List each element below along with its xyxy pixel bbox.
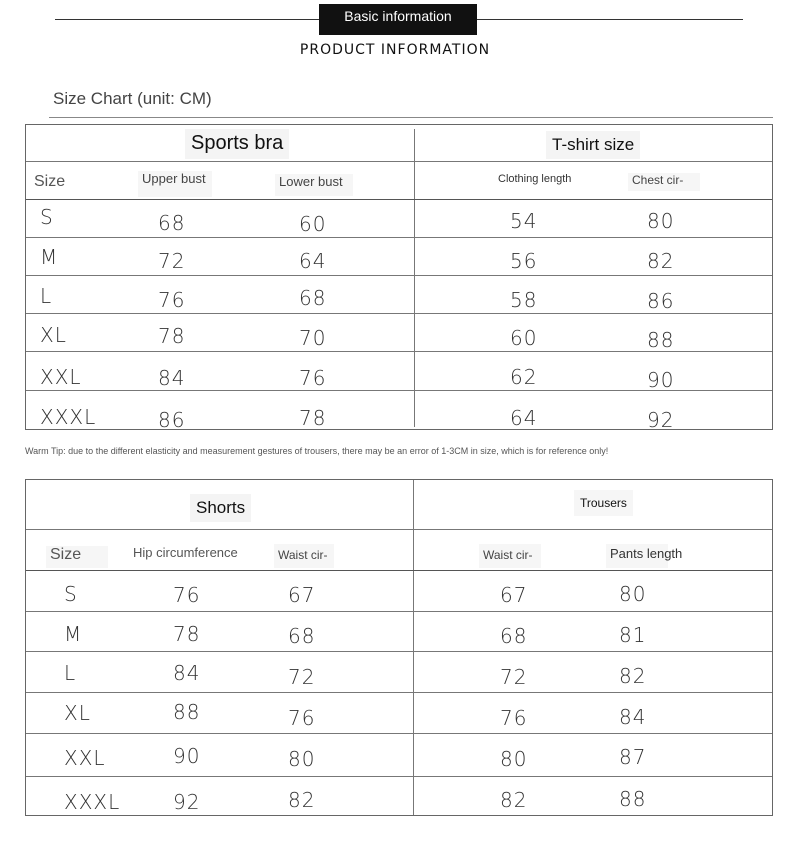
table1-cell: 60 (510, 326, 538, 350)
table1-col-lower-bust: Lower bust (275, 174, 353, 196)
table1-cell: 84 (158, 366, 186, 390)
table2-row-rule (26, 651, 772, 652)
table2-cell: 92 (173, 790, 201, 814)
table2-cell: XL (64, 701, 91, 725)
table2-cell: XXXL (64, 790, 121, 814)
table1-cell: 62 (510, 365, 538, 389)
table2-col-hip: Hip circumference (129, 545, 242, 560)
table2-header-rule (26, 570, 772, 571)
table2-cell: M (64, 622, 83, 646)
table2-cell: 72 (288, 665, 316, 689)
table1-cell: 54 (510, 209, 538, 233)
table2-col-pants-length: Pants length (606, 544, 668, 568)
table2-cell: 90 (173, 744, 201, 768)
table2-cell: 81 (619, 623, 647, 647)
table2-cell: 80 (619, 582, 647, 606)
table2-cell: S (64, 582, 78, 606)
table2-cell: 67 (288, 583, 316, 607)
table1-cell: 72 (158, 249, 186, 273)
table1-cell: 88 (647, 328, 675, 352)
table1-cell: 80 (647, 209, 675, 233)
table1-cell: 60 (299, 212, 327, 236)
size-chart-title: Size Chart (unit: CM) (53, 89, 212, 108)
table1-cell: 64 (510, 406, 538, 430)
table2-cell: XXL (64, 746, 106, 770)
table1-row-rule (26, 313, 772, 314)
table1-header-rule (26, 199, 772, 200)
table2-cell: 76 (288, 706, 316, 730)
size-table-top (25, 124, 773, 430)
table2-row-rule (26, 611, 772, 612)
table2-row-rule (26, 692, 772, 693)
table1-group-rule (26, 161, 772, 162)
table1-cell: 78 (299, 406, 327, 430)
table2-cell: 84 (619, 705, 647, 729)
basic-info-badge: Basic information (319, 4, 477, 35)
table1-cell: 68 (299, 286, 327, 310)
table1-cell: XXL (40, 365, 82, 389)
table1-col-chest: Chest cir- (628, 173, 700, 191)
header-rule-left (55, 19, 319, 20)
table2-cell: 76 (500, 706, 528, 730)
table2-group-rule (26, 529, 772, 530)
table1-cell: 92 (647, 408, 675, 432)
table2-cell: 88 (173, 700, 201, 724)
table1-row-rule (26, 275, 772, 276)
table1-cell: XL (40, 323, 67, 347)
table2-cell: 87 (619, 745, 647, 769)
table2-cell: 82 (619, 664, 647, 688)
table2-cell: 82 (500, 788, 528, 812)
table1-divider (414, 129, 415, 427)
table1-cell: S (40, 205, 54, 229)
table1-cell: 82 (647, 249, 675, 273)
table1-cell: 76 (158, 288, 186, 312)
size-table-bottom (25, 479, 773, 816)
table1-col-size: Size (30, 173, 69, 191)
table1-cell: 86 (647, 289, 675, 313)
table1-cell: XXXL (40, 405, 97, 429)
table2-cell: 67 (500, 583, 528, 607)
table2-cell: 80 (500, 747, 528, 771)
title-underline (49, 117, 773, 118)
table2-divider (413, 480, 414, 815)
table1-cell: 56 (510, 249, 538, 273)
table2-cell: 72 (500, 665, 528, 689)
table2-cell: 78 (173, 622, 201, 646)
table1-cell: 76 (299, 366, 327, 390)
product-info-heading: PRODUCT INFORMATION (299, 42, 491, 58)
table1-cell: 58 (510, 288, 538, 312)
table2-col-size: Size (46, 546, 108, 568)
table2-cell: 68 (288, 624, 316, 648)
table2-cell: 80 (288, 747, 316, 771)
table1-cell: 78 (158, 324, 186, 348)
table1-cell: 90 (647, 368, 675, 392)
table1-group-sports-bra: Sports bra (185, 129, 289, 159)
table2-col-waist: Waist cir- (479, 544, 541, 568)
table1-cell: 68 (158, 211, 186, 235)
table2-cell: 84 (173, 661, 201, 685)
table1-cell: 64 (299, 249, 327, 273)
table2-row-rule (26, 733, 772, 734)
table2-cell: L (64, 661, 77, 685)
table1-cell: 86 (158, 408, 186, 432)
table1-col-upper-bust: Upper bust (138, 171, 212, 197)
table1-cell: M (40, 245, 59, 269)
warm-tip: Warm Tip: due to the different elasticity and measurement gestures of trousers, there may be an error of 1-3CM in size, which is for reference only! (25, 446, 609, 456)
table1-cell: 70 (299, 326, 327, 350)
header-rule-right (477, 19, 743, 20)
table2-group-trousers: Trousers (574, 490, 633, 516)
table2-cell: 88 (619, 787, 647, 811)
table1-group-tshirt: T-shirt size (546, 131, 640, 159)
table2-col-waist: Waist cir- (274, 544, 334, 568)
table1-row-rule (26, 237, 772, 238)
table2-row-rule (26, 776, 772, 777)
table1-cell: L (40, 284, 53, 308)
table2-cell: 76 (173, 583, 201, 607)
table2-cell: 68 (500, 624, 528, 648)
table2-cell: 82 (288, 788, 316, 812)
table2-group-shorts: Shorts (190, 494, 251, 522)
table1-col-clothing-length: Clothing length (494, 173, 580, 197)
